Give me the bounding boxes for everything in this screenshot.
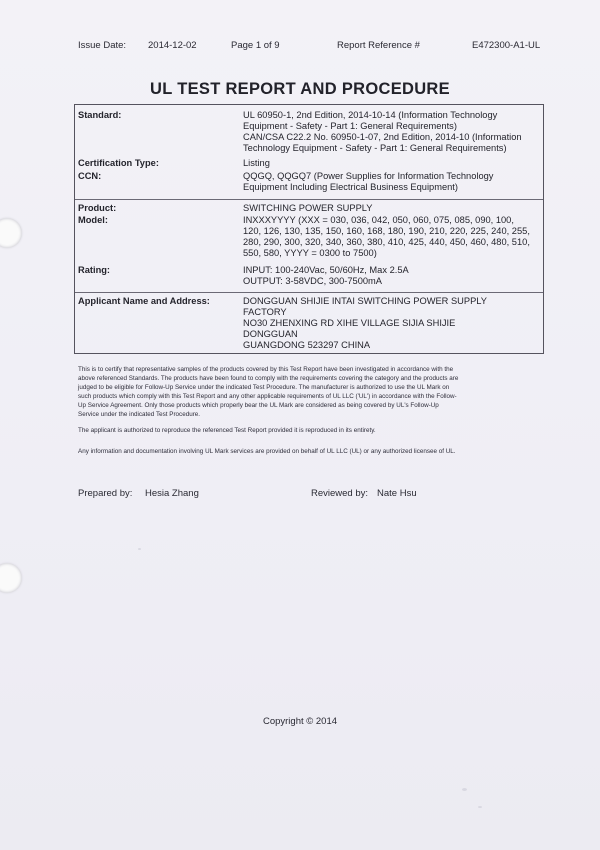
model-value [243, 215, 539, 259]
applicant-label: Applicant Name and Address: [78, 296, 210, 306]
scan-speck [462, 788, 467, 791]
report-title: UL TEST REPORT AND PROCEDURE [150, 80, 450, 98]
report-reference-label: Report Reference # [337, 40, 420, 51]
standard-line: Technology Equipment - Safety - Part 1: General Requirements) [243, 143, 507, 153]
ccn-label: CCN: [78, 171, 102, 181]
certification-line: This is to certify that representative samples of the products covered by this Test Report have been investigated in accordance with the [78, 366, 454, 373]
standard-line: UL 60950-1, 2nd Edition, 2014-10-14 (Information Technology [243, 110, 498, 120]
reproduction-statement: The applicant is authorized to reproduce the referenced Test Report provided it is reproduced in its entirety. [78, 427, 376, 434]
certification-line: judged to be eligible for Follow-Up Service under the indicated Test Procedure. The manufacturer is authorized to use the UL Mark on [78, 383, 450, 391]
scan-speck [478, 806, 482, 808]
ccn-line: Equipment Including Electrical Business Equipment) [243, 182, 458, 192]
applicant-line: DONGGUAN SHIJIE INTAI SWITCHING POWER SUPPLY [243, 296, 487, 306]
reviewed-by-name: Nate Hsu [377, 488, 417, 499]
applicant-line: NO30 ZHENXING RD XIHE VILLAGE SIJIA SHIJIE [243, 318, 456, 328]
product-value: SWITCHING POWER SUPPLY [243, 203, 373, 213]
applicant-line: DONGGUAN [243, 329, 298, 339]
certification-statement [78, 366, 543, 419]
certification-type-value: Listing [243, 158, 270, 168]
certification-line: such products which comply with this Test Report and any other applicable requirements of UL LLC ('UL') in accordance with the Follow- [78, 392, 457, 400]
model-line: 550, 580, YYYY = 0300 to 7500) [243, 248, 377, 258]
rating-line: OUTPUT: 3-58VDC, 300-7500mA [243, 276, 382, 286]
ul-mark-statement: Any information and documentation involving UL Mark services are provided on behalf of UL LLC (UL) or any authorized licensee of UL. [78, 448, 456, 455]
standard-value [243, 110, 539, 154]
rating-value [243, 265, 539, 287]
report-info-box [74, 104, 544, 354]
ccn-value [243, 171, 539, 193]
prepared-by-name: Hesia Zhang [145, 488, 199, 499]
applicant-line: FACTORY [243, 307, 287, 317]
standard-line: Equipment - Safety - Part 1: General Requirements) [243, 121, 457, 131]
ccn-line: QQGQ, QQGQ7 (Power Supplies for Information Technology [243, 171, 494, 181]
certification-line: Service under the indicated Test Procedure. [78, 410, 201, 418]
rating-line: INPUT: 100-240Vac, 50/60Hz, Max 2.5A [243, 265, 409, 275]
reviewed-by-label: Reviewed by: [311, 488, 369, 499]
section-divider [75, 199, 543, 200]
report-header [78, 40, 552, 54]
model-line: 120, 126, 130, 135, 150, 160, 168, 180, 190, 210, 220, 225, 240, 255, [243, 226, 530, 236]
punch-hole-bottom [0, 563, 22, 593]
standard-label: Standard: [78, 110, 122, 120]
applicant-value [243, 296, 539, 351]
rating-label: Rating: [78, 265, 111, 275]
certification-line: Up Service Agreement. Only those products which properly bear the UL Mark are considered as being covered by UL's Follow-Up [78, 401, 439, 409]
model-label: Model: [78, 215, 108, 225]
model-line: INXXXYYYY (XXX = 030, 036, 042, 050, 060, 075, 085, 090, 100, [243, 215, 514, 225]
applicant-line: GUANGDONG 523297 CHINA [243, 340, 371, 350]
certification-line: above referenced Standards. The products have been found to comply with the requirements covering the category and the products are [78, 374, 459, 382]
issue-date-label: Issue Date: [78, 40, 127, 51]
standard-line: CAN/CSA C22.2 No. 60950-1-07, 2nd Edition, 2014-10 (Information [243, 132, 522, 142]
model-line: 280, 290, 300, 320, 340, 360, 380, 410, 425, 440, 450, 460, 480, 510, [243, 237, 530, 247]
certification-type-label: Certification Type: [78, 158, 159, 168]
copyright: Copyright © 2014 [262, 716, 338, 727]
product-label: Product: [78, 203, 117, 213]
section-divider [75, 292, 543, 293]
issue-date: 2014-12-02 [148, 40, 197, 51]
report-reference: E472300-A1-UL [472, 40, 541, 51]
scan-speck [138, 548, 141, 550]
page-number: Page 1 of 9 [231, 40, 280, 51]
prepared-by-label: Prepared by: [78, 488, 133, 499]
punch-hole-top [0, 218, 22, 248]
